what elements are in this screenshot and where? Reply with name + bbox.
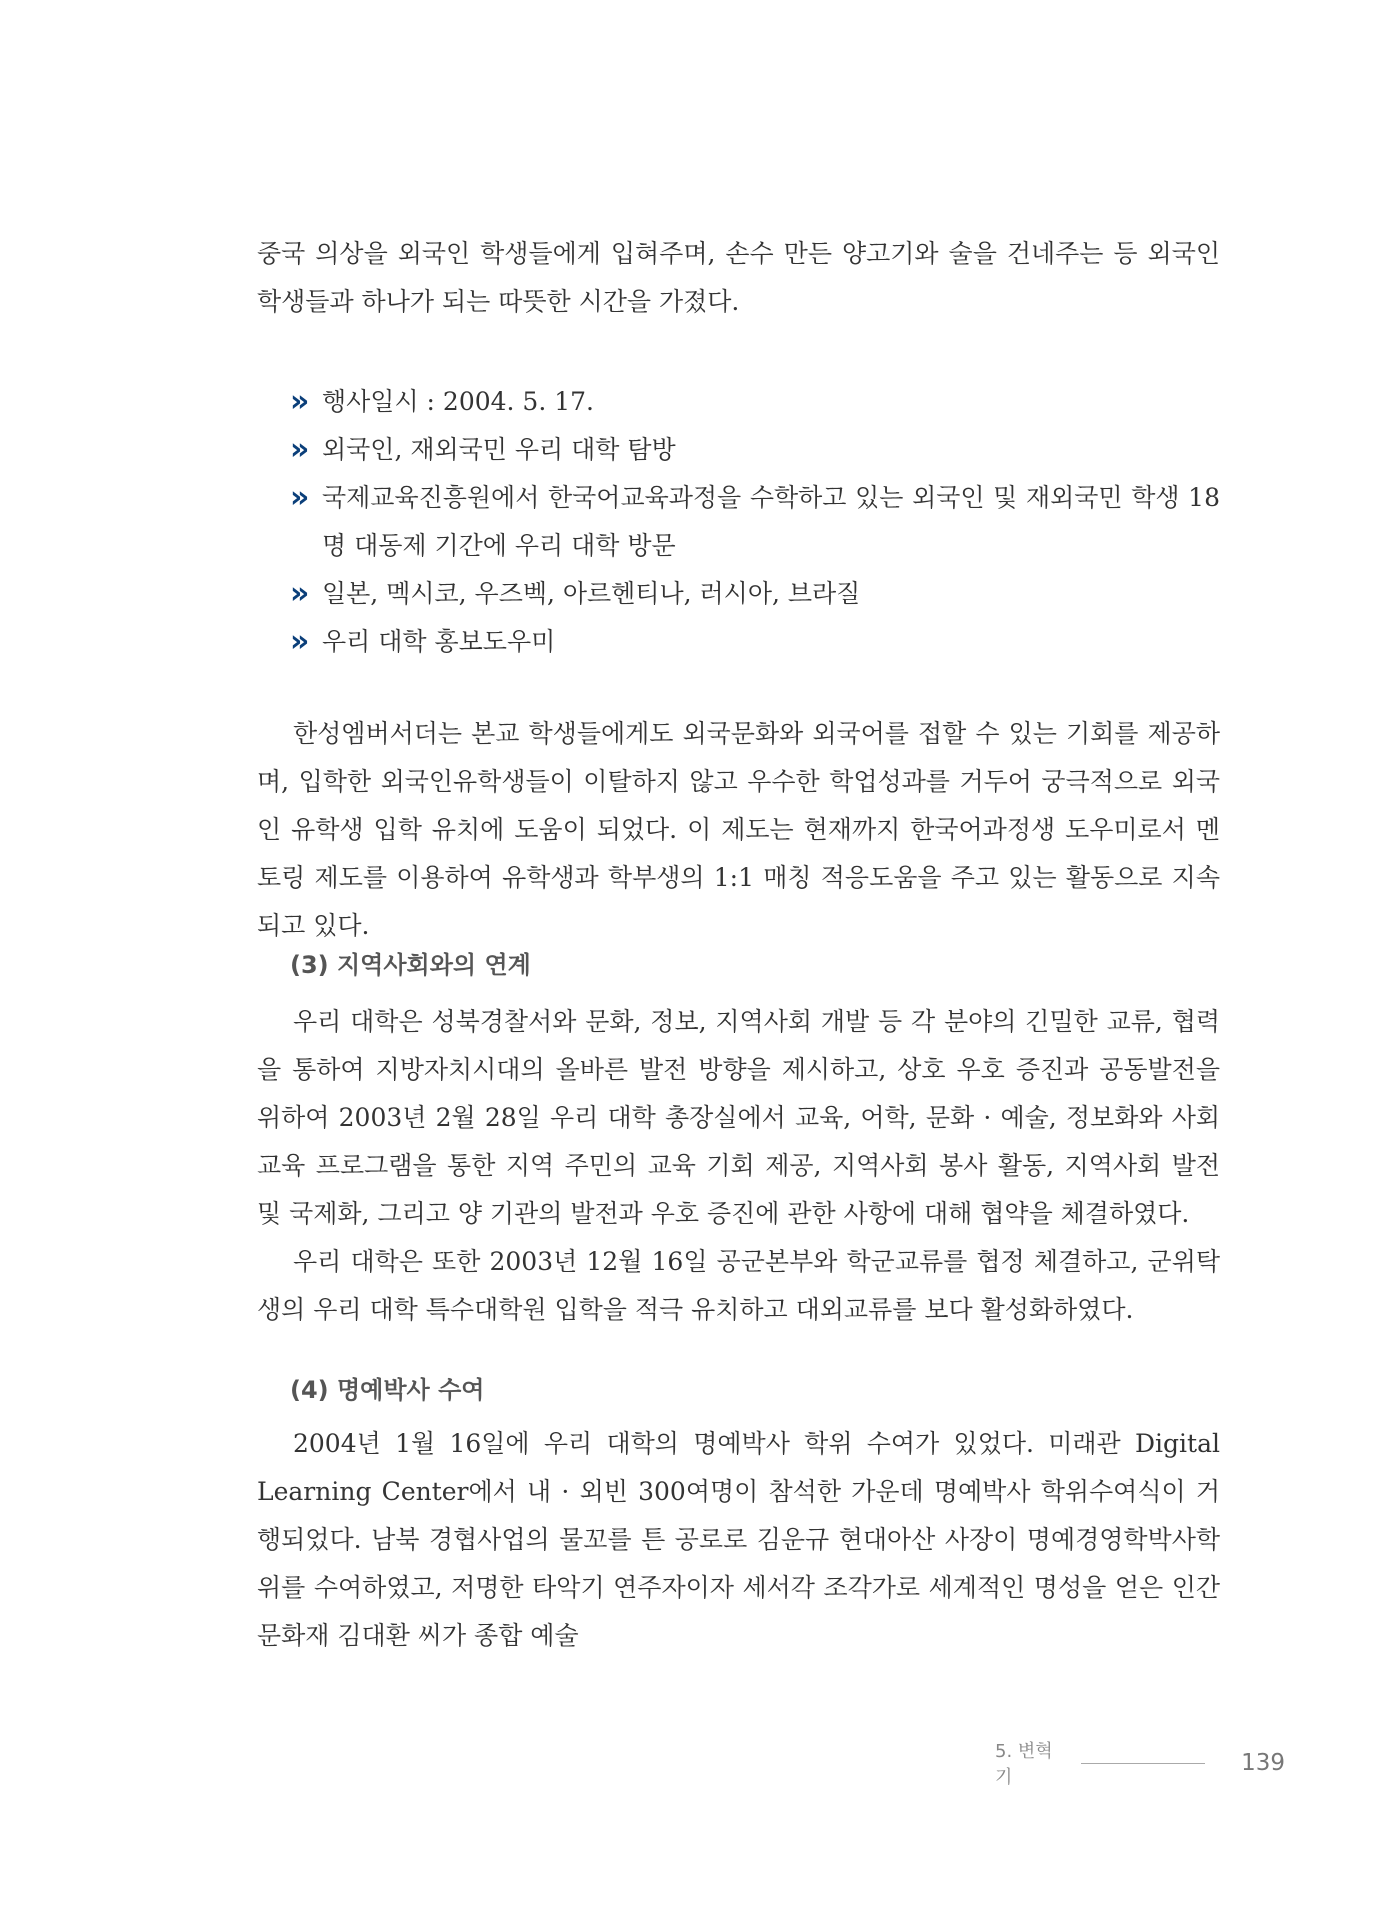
ambassador-paragraph: [257, 710, 1220, 950]
bullet-chevron-icon: »: [290, 624, 310, 659]
intro-paragraph: [257, 230, 1220, 326]
bullet-item: » 일본, 멕시코, 우즈벡, 아르헨티나, 러시아, 브라질: [290, 570, 1220, 618]
honorary-paragraph-1: 2004년 1월 16일에 우리 대학의 명예박사 학위 수여가 있었다. 미래관 Digital Learning Center에서 내 · 외빈 300여명이 참석한 가운데 명예박사 학위수여식이 거행되었다. 남북 경협사업의 물꼬를 튼 공로로 김운규 현대아산 사장이 명예경영학박사학위를 수여하였고, 저명한 타악기 연주자이자 세서각 조각가로 세계적인 명성을 얻은 인간문화재 김대환 씨가 종합 예술: [257, 1429, 1220, 1650]
page-footer: [995, 1741, 1285, 1788]
community-paragraph-1: 우리 대학은 성북경찰서와 문화, 정보, 지역사회 개발 등 각 분야의 긴밀한 교류, 협력을 통하여 지방자치시대의 올바른 발전 방향을 제시하고, 상호 우호 증진과 공동발전을 위하여 2003년 2월 28일 우리 대학 총장실에서 교육, 어학, 문화 · 예술, 정보화와 사회 교육 프로그램을 통한 지역 주민의 교육 기회 제공, 지역사회 봉사 활동, 지역사회 발전 및 국제화, 그리고 양 기관의 발전과 우호 증진에 관한 사항에 대해 협약을 체결하였다.: [257, 1007, 1220, 1228]
ambassador-text: 한성엠버서더는 본교 학생들에게도 외국문화와 외국어를 접할 수 있는 기회를 제공하며, 입학한 외국인유학생들이 이탈하지 않고 우수한 학업성과를 거두어 궁극적으로 외국인 유학생 입학 유치에 도움이 되었다. 이 제도는 현재까지 한국어과정생 도우미로서 멘토링 제도를 이용하여 유학생과 학부생의 1:1 매칭 적응도움을 주고 있는 활동으로 지속되고 있다.: [257, 719, 1220, 940]
section-heading-community: (3) 지역사회와의 연계: [290, 951, 531, 979]
bullet-item: » 우리 대학 홍보도우미: [290, 618, 1220, 666]
community-section-body: [257, 998, 1220, 1334]
bullet-chevron-icon: »: [290, 384, 310, 419]
footer-divider: [1081, 1763, 1205, 1764]
bullet-item: » 국제교육진흥원에서 한국어교육과정을 수학하고 있는 외국인 및 재외국민 학생 18명 대동제 기간에 우리 대학 방문: [290, 474, 1220, 570]
footer-section-title: 5. 변혁기: [995, 1741, 1053, 1788]
page-number: 139: [1241, 1750, 1285, 1776]
event-bullet-list: [290, 378, 1220, 666]
intro-text: 중국 의상을 외국인 학생들에게 입혀주며, 손수 만든 양고기와 술을 건네주는 등 외국인 학생들과 하나가 되는 따뜻한 시간을 가졌다.: [257, 239, 1220, 316]
bullet-chevron-icon: »: [290, 576, 310, 611]
section-heading-honorary-doctorate: (4) 명예박사 수여: [290, 1376, 485, 1404]
bullet-chevron-icon: »: [290, 480, 310, 515]
bullet-chevron-icon: »: [290, 432, 310, 467]
bullet-item: » 행사일시 : 2004. 5. 17.: [290, 378, 1220, 426]
community-paragraph-2: 우리 대학은 또한 2003년 12월 16일 공군본부와 학군교류를 협정 체결하고, 군위탁생의 우리 대학 특수대학원 입학을 적극 유치하고 대외교류를 보다 활성화하였다.: [257, 1247, 1220, 1324]
bullet-item: » 외국인, 재외국민 우리 대학 탐방: [290, 426, 1220, 474]
honorary-section-body: [257, 1420, 1220, 1660]
